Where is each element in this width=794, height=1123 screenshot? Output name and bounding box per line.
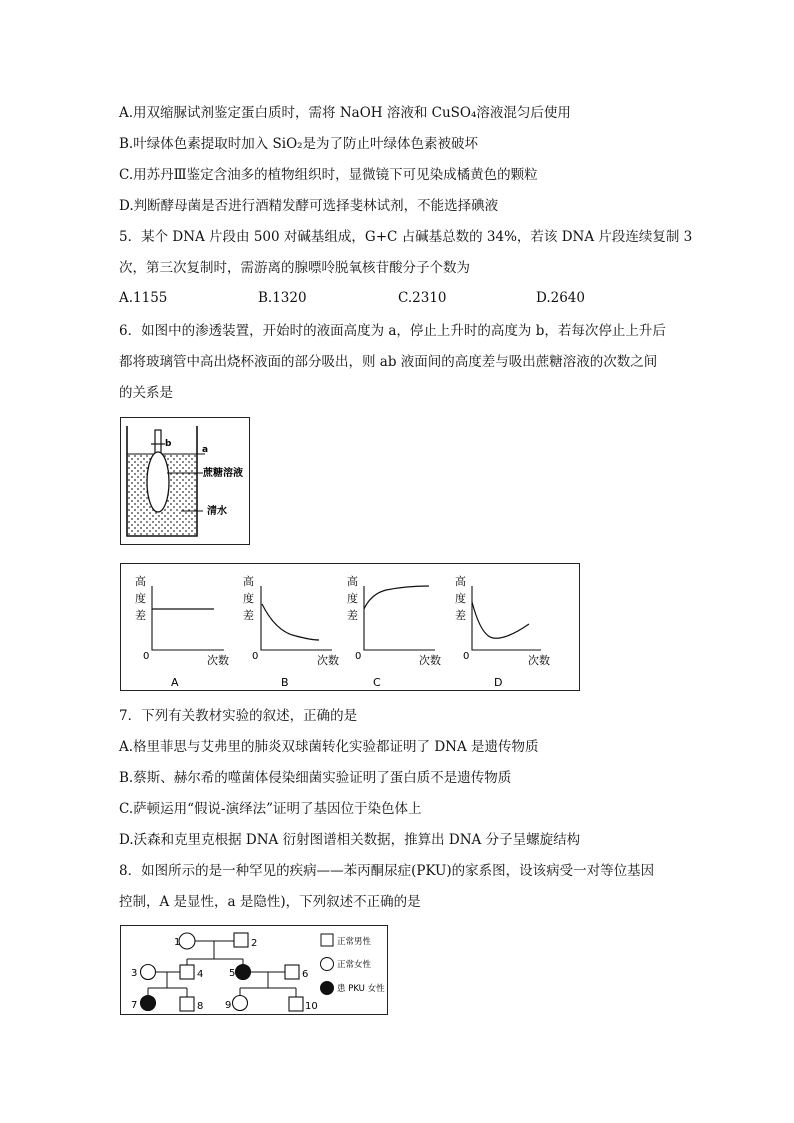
q5-option-c: C.2310 [398,290,447,306]
osmosis-apparatus-figure [120,417,250,545]
individual-9 [233,996,248,1011]
id-label-1: 1 [174,937,181,948]
q7-option-a: A.格里菲思与艾弗里的肺炎双球菌转化实验都证明了 DNA 是遗传物质 [119,739,539,755]
graph-c-ylabel-2: 度 [347,592,358,605]
graph-c [347,574,441,689]
legend-pku-female: 患 PKU 女性 [337,984,385,994]
graph-b-ylabel-3: 差 [243,609,254,622]
individual-7 [141,996,156,1011]
graph-d-ylabel-1: 高 [455,575,466,588]
id-label-3: 3 [131,968,138,979]
individual-1 [179,933,195,949]
graph-d-xlabel: 次数 [528,654,550,667]
individual-4 [180,965,194,979]
individual-10 [289,997,303,1011]
id-label-9: 9 [225,1000,232,1011]
graph-b-ylabel-1: 高 [243,575,254,588]
graph-b-ylabel-2: 度 [243,592,254,605]
q4-option-d: D.判断酵母菌是否进行酒精发酵可选择斐林试剂，不能选择碘液 [119,198,499,214]
q5-stem-line1: 5．某个 DNA 片段由 500 对碱基组成，G+C 占碱基总数的 34%，若该 DNA 片段连续复制 3 [119,229,693,245]
graph-a-xlabel: 次数 [207,654,229,667]
q5-stem-line2: 次，第三次复制时，需游离的腺嘌呤脱氧核苷酸分子个数为 [119,260,470,276]
q8-stem-line1: 8．如图所示的是一种罕见的疾病——苯丙酮尿症(PKU)的家系图，设该病受一对等位基因 [119,863,655,879]
legend-normal-female-icon [321,958,334,971]
individual-3 [141,965,156,980]
graph-b-letter: B [281,676,289,689]
graph-c-xlabel: 次数 [419,654,441,667]
q7-option-b: B.蔡斯、赫尔希的噬菌体侵染细菌实验证明了蛋白质不是遗传物质 [119,770,512,786]
graph-d-origin: 0 [463,651,470,662]
individual-5 [236,965,251,980]
graph-d-letter: D [494,676,503,689]
legend-normal-male: 正常男性 [337,937,372,947]
id-label-4: 4 [197,969,204,980]
graph-c-letter: C [373,676,381,689]
height-difference-graphs [120,563,580,691]
q7-stem: 7．下列有关教材实验的叙述，正确的是 [119,708,358,724]
q6-stem-line3: 的关系是 [119,385,173,401]
graph-d [455,574,550,689]
label-a: a [202,445,209,455]
q7-option-d: D.沃森和克里克根据 DNA 衍射图谱相关数据，推算出 DNA 分子呈螺旋结构 [119,832,581,848]
label-b: b [165,439,172,449]
id-label-8: 8 [197,1001,204,1012]
q6-stem-line2: 都将玻璃管中高出烧杯液面的部分吸出，则 ab 液面间的高度差与吸出蔗糖溶液的次数之间 [119,354,658,370]
graph-c-origin: 0 [355,651,362,662]
graph-c-ylabel-1: 高 [347,575,358,588]
pedigree-figure [120,925,388,1015]
id-label-5: 5 [229,968,236,979]
individual-6 [285,965,299,979]
graph-a-ylabel-3: 差 [135,609,146,622]
graph-a-ylabel-2: 度 [135,592,146,605]
sucrose-bag [147,452,169,512]
graph-a-ylabel-1: 高 [135,575,146,588]
q4-option-a: A.用双缩脲试剂鉴定蛋白质时，需将 NaOH 溶液和 CuSO₄溶液混匀后使用 [119,105,571,121]
individual-8 [180,997,194,1011]
graph-a-origin: 0 [143,651,150,662]
label-clear-water: 清水 [207,506,227,517]
graph-d-ylabel-3: 差 [455,609,466,622]
q5-option-a: A.1155 [119,290,168,306]
id-label-10: 10 [305,1001,318,1012]
graph-b-origin: 0 [252,651,259,662]
id-label-2: 2 [251,938,258,949]
q7-option-c: C.萨顿运用“假说-演绎法”证明了基因位于染色体上 [119,801,422,817]
graph-a-letter: A [171,676,179,689]
legend-pku-female-icon [321,982,334,995]
graph-d-ylabel-2: 度 [455,592,466,605]
id-label-6: 6 [302,969,309,980]
graph-c-ylabel-3: 差 [347,609,358,622]
q4-option-b: B.叶绿体色素提取时加入 SiO₂是为了防止叶绿体色素被破坏 [119,136,479,152]
q8-stem-line2: 控制，A 是显性，a 是隐性)，下列叙述不正确的是 [119,894,421,910]
q6-stem-line1: 6．如图中的渗透装置，开始时的液面高度为 a，停止上升时的高度为 b，若每次停止上升后 [119,323,666,339]
label-sucrose-solution: 蔗糖溶液 [203,468,243,479]
graph-b-curve [262,604,319,640]
graph-b-xlabel: 次数 [317,654,339,667]
graph-d-curve [472,602,529,638]
id-label-7: 7 [131,1000,138,1011]
graph-a [135,574,229,689]
q5-option-d: D.2640 [536,290,585,306]
q4-option-c: C.用苏丹Ⅲ鉴定含油多的植物组织时，显微镜下可见染成橘黄色的颗粒 [119,167,538,183]
legend-normal-male-icon [321,934,333,946]
individual-2 [234,933,248,947]
graph-b [243,574,339,689]
legend-normal-female: 正常女性 [337,960,372,970]
graph-c-curve [364,586,429,609]
q5-option-b: B.1320 [258,290,307,306]
